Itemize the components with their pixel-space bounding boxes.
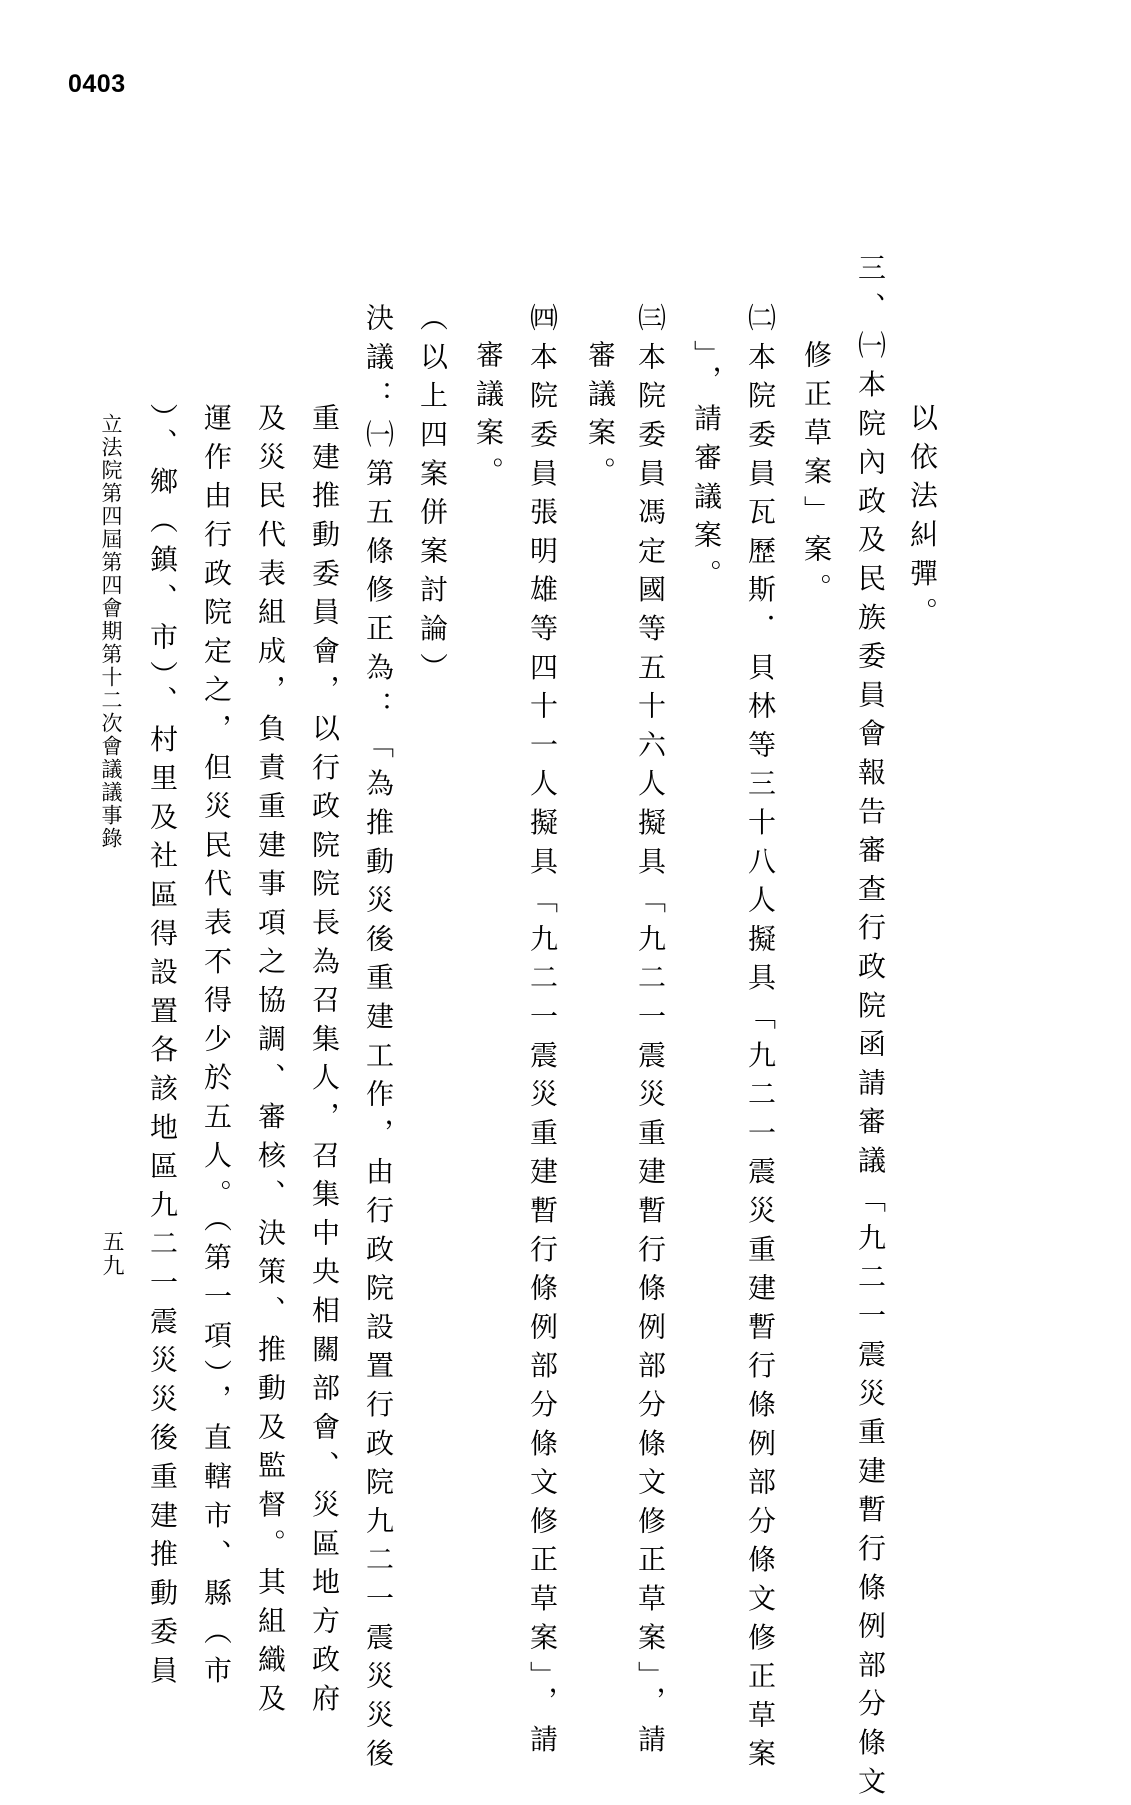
page-number: 五九 [99, 1230, 124, 1278]
page-id: 0403 [68, 70, 126, 98]
text-column: 運作由行政院定之，但災民代表不得少於五人。（第一項），直轄市、縣（市 [200, 403, 233, 1695]
text-column: 三、㈠本院內政及民族委員會報告審查行政院函請審議「九二一震災重建暫行條例部分條文 [854, 253, 887, 1805]
text-column: 以依法糾彈。 [906, 403, 939, 636]
text-column: 重建推動委員會，以行政院院長為召集人，召集中央相關部會、災區地方政府 [308, 403, 341, 1723]
text-column: 決議：㈠第五條修正為：「為推動災後重建工作，由行政院設置行政院九二一震災災後 [362, 303, 395, 1778]
text-column: 審議案。 [584, 340, 617, 496]
text-column: ）、鄉（鎮、市）、村里及社區得設置各該地區九二一震災災後重建推動委員 [146, 403, 179, 1695]
text-column: 」，請審議案。 [690, 340, 723, 598]
text-column: 審議案。 [472, 340, 505, 496]
text-column: ㈡本院委員瓦歷斯．貝林等三十八人擬具「九二一震災重建暫行條例部分條文修正草案 [744, 303, 777, 1778]
text-column: 修正草案」案。 [800, 340, 833, 612]
text-column: 及災民代表組成，負責重建事項之協調、審核、決策、推動及監督。其組織及 [254, 403, 287, 1723]
text-column: ㈣本院委員張明雄等四十一人擬具「九二一震災重建暫行條例部分條文修正草案」，請 [526, 303, 559, 1764]
footer-title: 立法院第四屆第四會期第十二次會議議事錄 [99, 413, 123, 850]
text-column: ㈢本院委員馮定國等五十六人擬具「九二一震災重建暫行條例部分條文修正草案」，請 [634, 303, 667, 1764]
text-column: （以上四案併案討論） [416, 303, 449, 691]
